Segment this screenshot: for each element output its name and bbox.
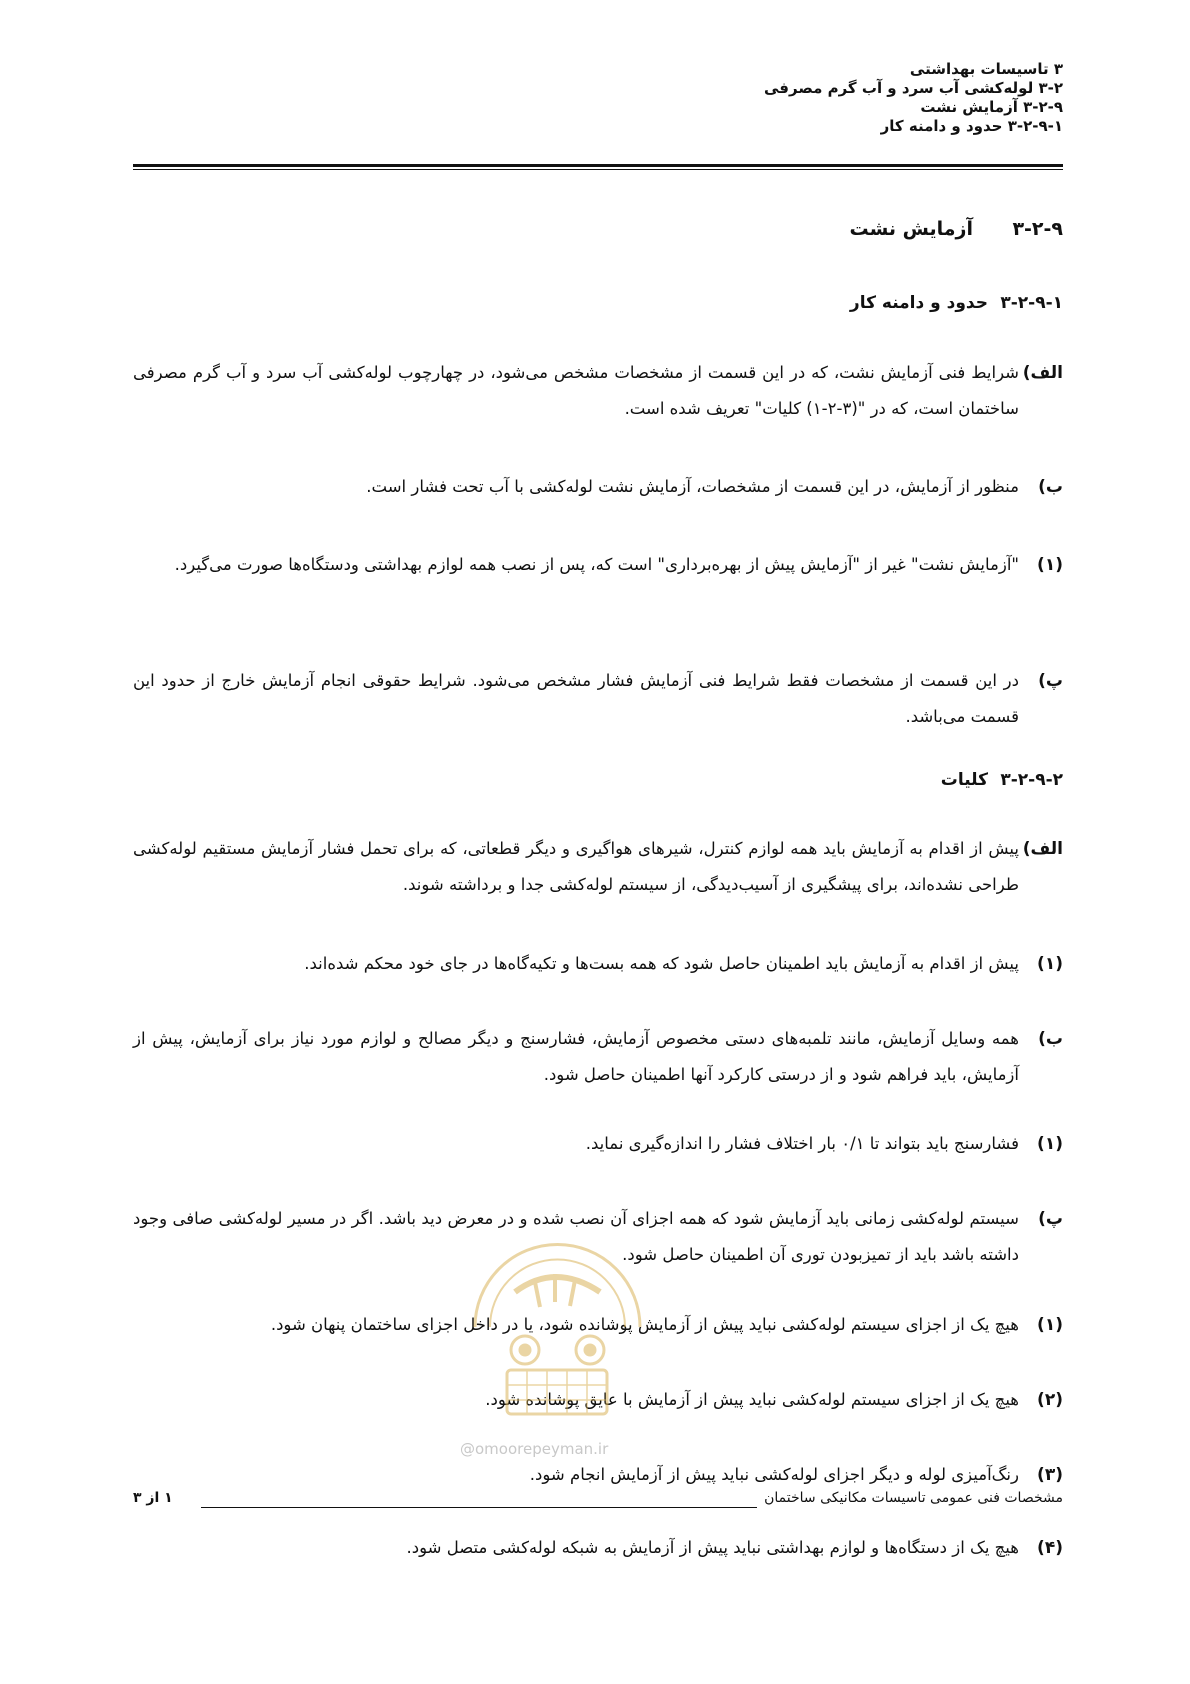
- item-marker: ب): [1038, 1029, 1063, 1049]
- item-marker: (۱): [1037, 954, 1063, 974]
- item-text: سیستم لوله‌کشی زمانی باید آزمایش شود که همه اجزای آن نصب شده و در معرض دید باشد. اگر در مسیر لوله‌کشی صافی وجود داشته باشد باید از تمیزبودن توری آن اطمینان حاصل شود.: [133, 1209, 1019, 1264]
- watermark-site: @omoorepeyman.ir: [460, 1440, 609, 1458]
- item-text: در این قسمت از مشخصات فقط شرایط فنی آزمایش فشار مشخص می‌شود. شرایط حقوقی انجام آزمایش خارج از حدود این قسمت می‌باشد.: [133, 671, 1019, 726]
- item-marker: (۱): [1037, 1315, 1063, 1335]
- subsection-heading: [850, 293, 1063, 313]
- item-text: شرایط فنی آزمایش نشت، که در این قسمت از مشخصات مشخص می‌شود، در چهارچوب لوله‌کشی آب سرد و آب گرم مصرفی ساختمان است، که در "(۳-۲-۱) کلیات" تعریف شده است.: [133, 363, 1019, 418]
- header-rule-thin: [133, 169, 1063, 170]
- section-heading: [849, 218, 1063, 240]
- section-number: ۳-۲-۹: [1012, 218, 1063, 240]
- item-text: پیش از اقدام به آزمایش باید اطمینان حاصل شود که همه بست‌ها و تکیه‌گاه‌ها در جای خود محکم شده‌اند.: [304, 954, 1019, 973]
- subsection-number: ۳-۲-۹-۲: [1000, 770, 1063, 790]
- list-item: [133, 1457, 1063, 1493]
- header-line: ۳ تاسیسات بهداشتی: [909, 60, 1063, 78]
- footer-title: مشخصات فنی عمومی تاسیسات مکانیکی ساختمان: [764, 1490, 1063, 1506]
- header-line: ۳-۲-۹-۱ حدود و دامنه کار: [880, 117, 1063, 135]
- footer-page-number: ۱ از ۳: [133, 1490, 173, 1506]
- subsection-heading: [941, 770, 1063, 790]
- item-text: پیش از اقدام به آزمایش باید همه لوازم کنترل، شیرهای هواگیری و دیگر قطعاتی، که برای تحمل فشار آزمایش مستقیم لوله‌کشی طراحی نشده‌اند، برای پیشگیری از آسیب‌دیدگی، از سیستم لوله‌کشی جدا و برداشته شوند.: [133, 839, 1019, 894]
- subsection-title: کلیات: [940, 770, 988, 790]
- page-header: [133, 60, 1063, 136]
- item-text: فشارسنج باید بتواند تا ۰/۱ بار اختلاف فشار را اندازه‌گیری نماید.: [585, 1134, 1019, 1153]
- subsection-title: حدود و دامنه کار: [849, 293, 988, 313]
- item-text: همه وسایل آزمایش، مانند تلمبه‌های دستی مخصوص آزمایش، فشارسنج و دیگر مصالح و لوازم مورد نیاز برای آزمایش، پیش از آزمایش، باید فراهم شود و از درستی کارکرد آنها اطمینان حاصل شود.: [133, 1029, 1019, 1084]
- item-marker: پ): [1038, 1209, 1063, 1229]
- item-text: "آزمایش نشت" غیر از "آزمایش پیش از بهره‌برداری" است که، پس از نصب همه لوازم بهداشتی ودستگاه‌ها صورت می‌گیرد.: [174, 555, 1019, 574]
- header-rule: [133, 164, 1063, 167]
- list-item: [133, 831, 1063, 903]
- list-item: [133, 1530, 1063, 1566]
- item-text: هیچ یک از اجزای سیستم لوله‌کشی نباید پیش از آزمایش با عایق پوشانده شود.: [485, 1390, 1019, 1409]
- item-text: هیچ یک از دستگاه‌ها و لوازم بهداشتی نباید پیش از آزمایش به شبکه لوله‌کشی متصل شود.: [406, 1538, 1019, 1557]
- item-marker: (۴): [1037, 1538, 1063, 1558]
- item-marker: الف): [1022, 363, 1063, 383]
- item-marker: (۱): [1037, 555, 1063, 575]
- footer-rule: [201, 1507, 757, 1508]
- item-marker: الف): [1022, 839, 1063, 859]
- list-item: [133, 946, 1063, 982]
- item-marker: (۲): [1037, 1390, 1063, 1410]
- item-text: رنگ‌آمیزی لوله و دیگر اجزای لوله‌کشی نباید پیش از آزمایش انجام شود.: [529, 1465, 1019, 1484]
- list-item: [133, 469, 1063, 505]
- list-item: [133, 1021, 1063, 1093]
- header-line: ۳-۲ لوله‌کشی آب سرد و آب گرم مصرفی: [763, 79, 1063, 97]
- item-marker: پ): [1038, 671, 1063, 691]
- item-text: منظور از آزمایش، در این قسمت از مشخصات، آزمایش نشت لوله‌کشی با آب تحت فشار است.: [366, 477, 1019, 496]
- section-title: آزمایش نشت: [849, 218, 973, 240]
- item-marker: (۱): [1037, 1134, 1063, 1154]
- item-text: هیچ یک از اجزای سیستم لوله‌کشی نباید پیش از آزمایش پوشانده شود، یا در داخل اجزای ساختمان پنهان شود.: [270, 1315, 1019, 1334]
- subsection-number: ۳-۲-۹-۱: [1000, 293, 1063, 313]
- watermark-logo-icon: [455, 1232, 660, 1422]
- list-item: [133, 547, 1063, 583]
- list-item: [133, 355, 1063, 427]
- header-line: ۳-۲-۹ آزمایش نشت: [920, 98, 1063, 116]
- list-item: [133, 1126, 1063, 1162]
- list-item: [133, 663, 1063, 735]
- page-footer: [133, 1490, 1063, 1516]
- item-marker: (۳): [1037, 1465, 1063, 1485]
- item-marker: ب): [1038, 477, 1063, 497]
